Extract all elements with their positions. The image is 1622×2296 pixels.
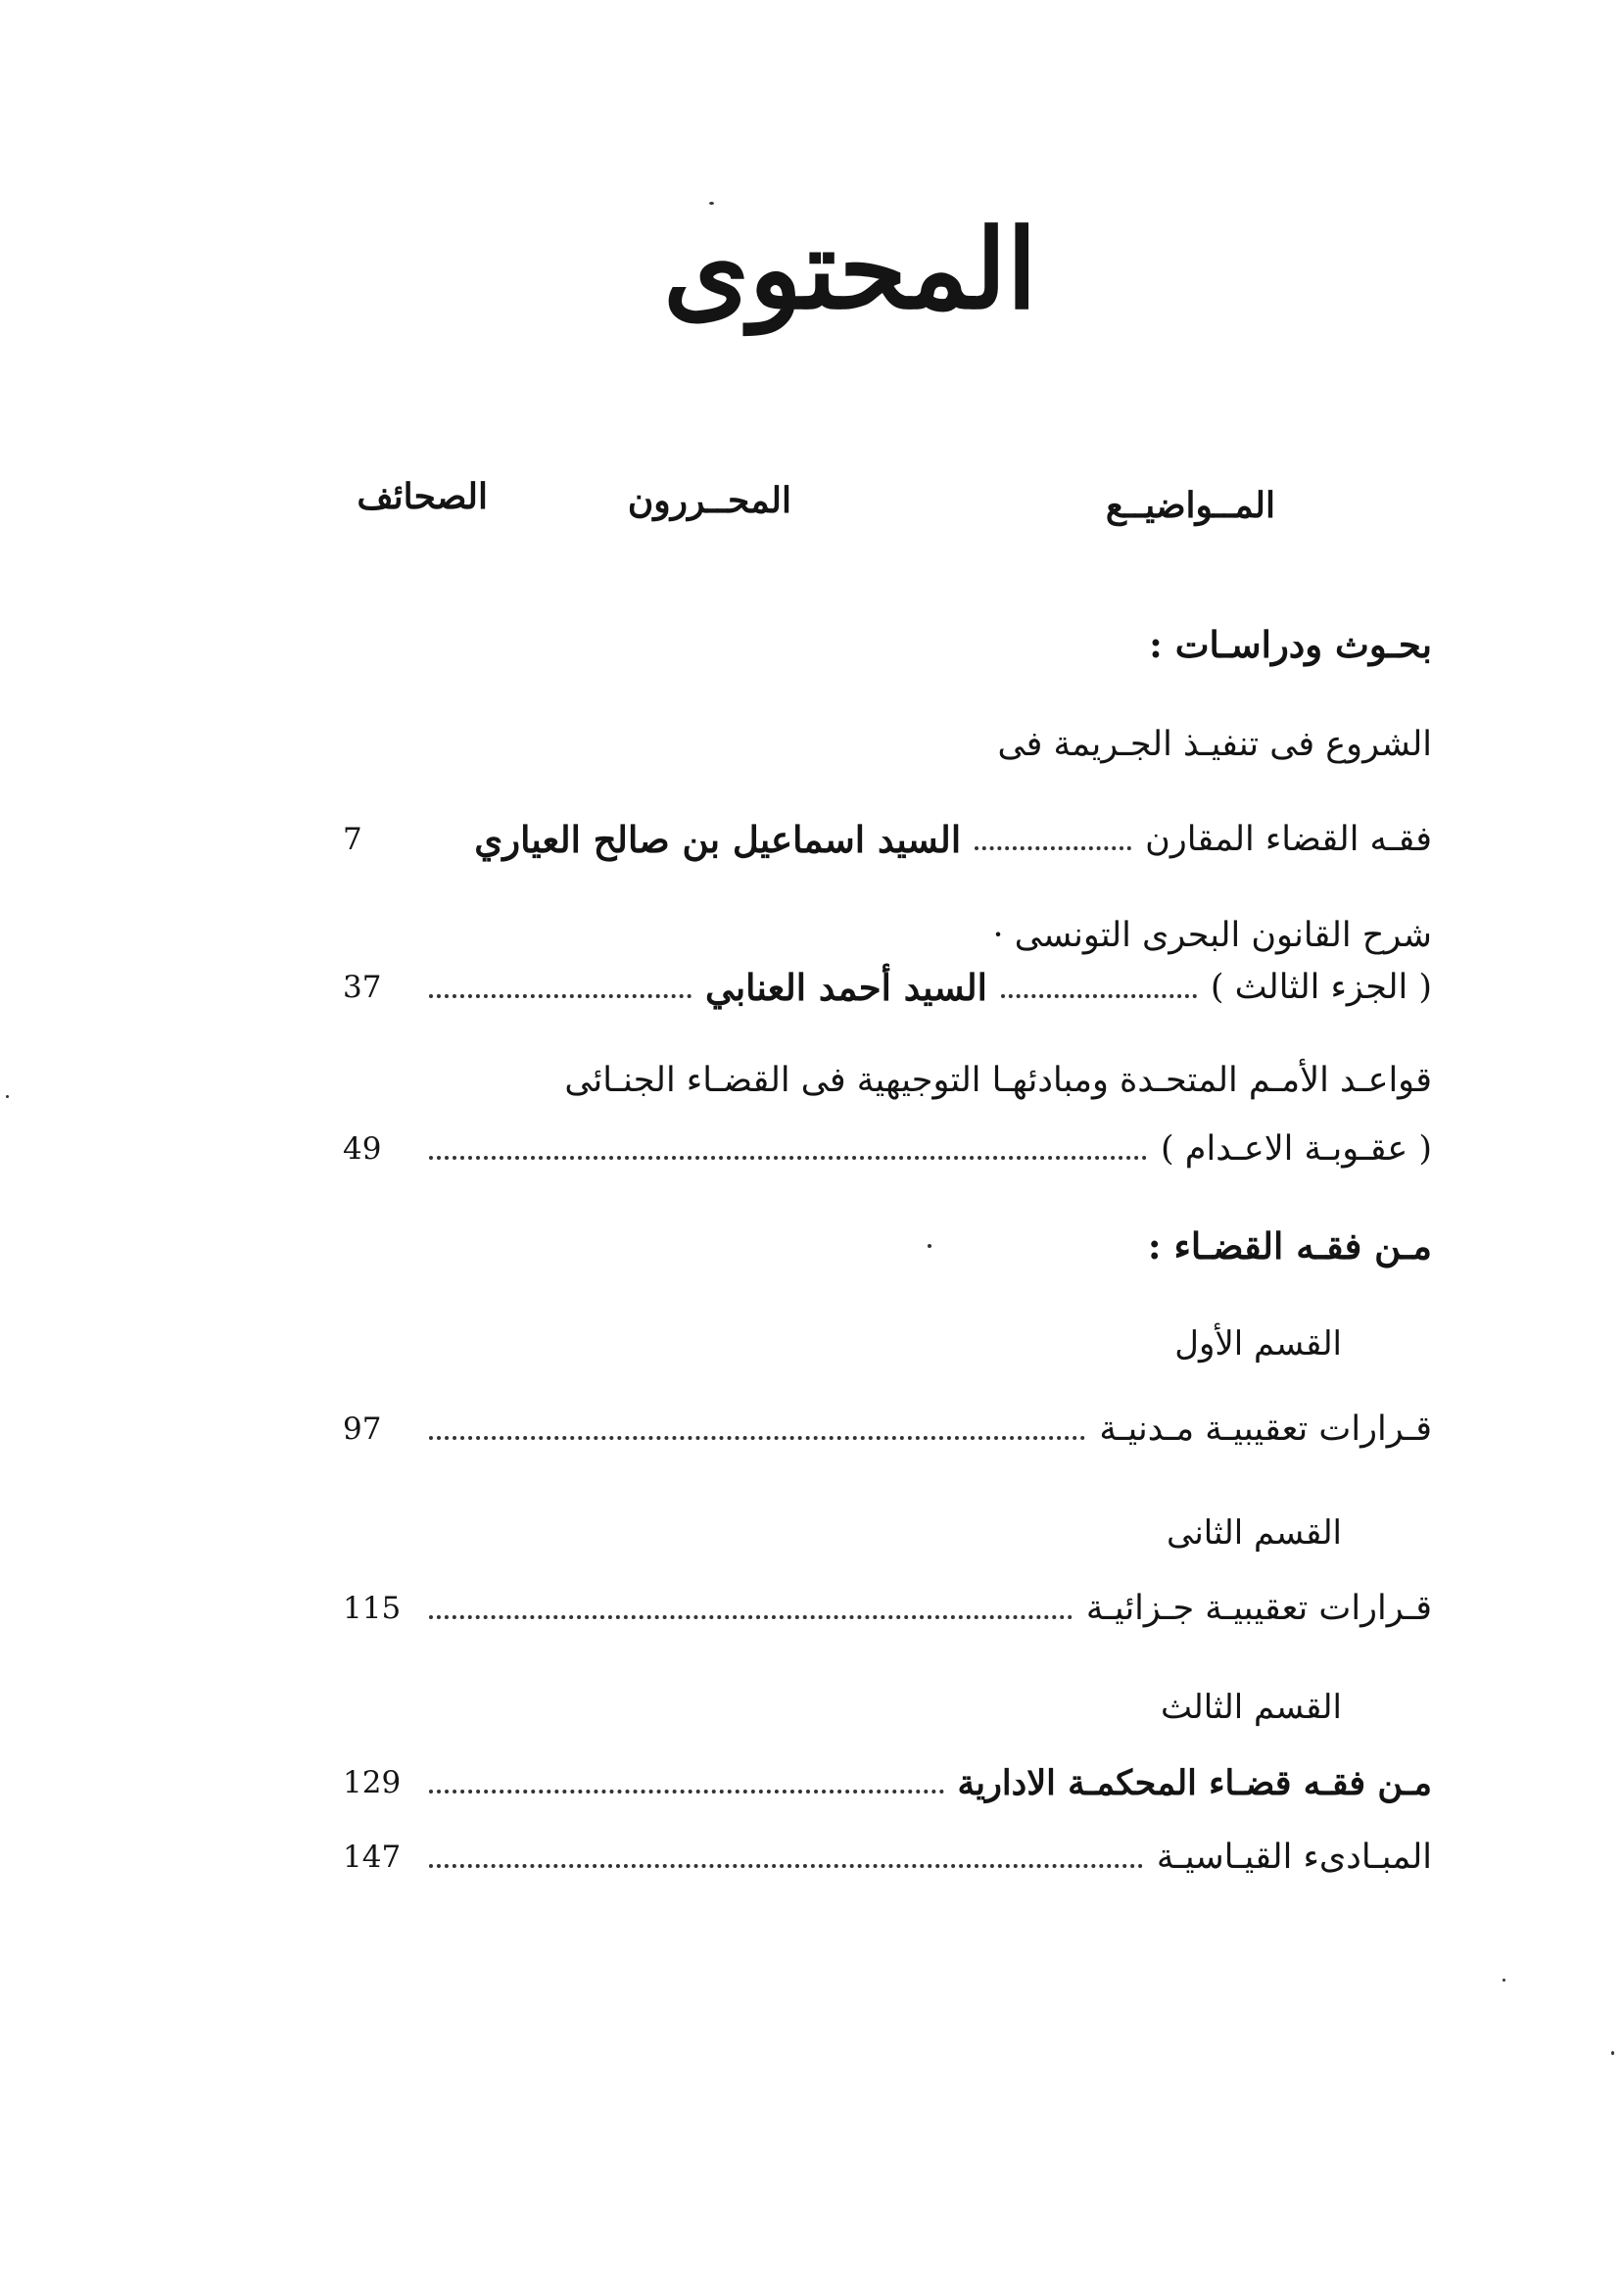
section-research: بحـوث ودراسـات : [1149, 623, 1432, 666]
part-2-row [343, 1584, 1432, 1633]
speck-mark [6, 1095, 9, 1098]
part-3b-row [343, 1833, 1432, 1882]
header-pages: الصحائف [357, 476, 488, 517]
entry-3-row [343, 1124, 1432, 1173]
leader-dots [429, 1864, 1143, 1868]
entry-1-author: السيد اسماعيل بن صالح العياري [474, 818, 962, 861]
speck-mark [709, 202, 714, 205]
leader-dots [975, 846, 1131, 850]
part-1-page: 97 [343, 1411, 382, 1447]
part-1-row [343, 1405, 1432, 1454]
entry-3-line1: قواعـد الأمـم المتحـدة ومبادئهـا التوجيهية فى القضـاء الجنـائى [564, 1061, 1432, 1100]
speck-mark [928, 1244, 931, 1248]
part-3a-page: 129 [343, 1765, 402, 1800]
page-title: المحتوى [663, 206, 1037, 334]
entry-2-line1: شرح القانون البحرى التونسى · [992, 916, 1432, 955]
entry-3-line2: ( عقـوبـة الاعـدام ) [1161, 1129, 1432, 1169]
entry-1-line1: الشروع فى تنفيـذ الجـريمة فى [997, 725, 1432, 764]
entry-2-author: السيد أحمد العنابي [705, 966, 987, 1009]
entry-2-row [343, 963, 1432, 1012]
header-topics: المــواضيــع [1105, 485, 1275, 526]
part-3b-page: 147 [343, 1840, 402, 1875]
part-2-label: القسم الثانى [1167, 1513, 1342, 1553]
leader-dots [429, 1436, 1085, 1440]
entry-1-page: 7 [343, 822, 362, 857]
leader-dots [429, 994, 692, 998]
section-jurisprudence: مـن فقـه القضـاء : [1147, 1224, 1432, 1268]
leader-dots [429, 1615, 1073, 1619]
entry-2-line2: ( الجزء الثالث ) [1210, 968, 1432, 1007]
speck-mark [1503, 1979, 1505, 1982]
leader-dots [1001, 994, 1197, 998]
leader-dots [429, 1790, 944, 1794]
part-1-label: القسم الأول [1174, 1324, 1342, 1363]
part-2-page: 115 [343, 1591, 402, 1626]
header-editors: المحــررون [627, 480, 791, 521]
entry-3-page: 49 [343, 1131, 382, 1167]
part-2-title: قـرارات تعقيبيـة جـزائيـة [1085, 1589, 1432, 1628]
part-3a-title: مـن فقـه قضـاء المحكمـة الادارية [957, 1762, 1432, 1803]
part-3b-title: المبـادىء القيـاسيـة [1156, 1838, 1432, 1877]
leader-dots [429, 1156, 1147, 1160]
part-3-label: القسم الثالث [1161, 1688, 1342, 1727]
speck-mark [1611, 2051, 1614, 2055]
part-1-title: قـرارات تعقيبيـة مـدنيـة [1099, 1410, 1432, 1449]
entry-1-line2: فقـه القضاء المقارن [1145, 820, 1432, 859]
entry-2-page: 37 [343, 970, 382, 1005]
part-3a-row [343, 1758, 1432, 1807]
entry-1-row [343, 815, 1432, 864]
